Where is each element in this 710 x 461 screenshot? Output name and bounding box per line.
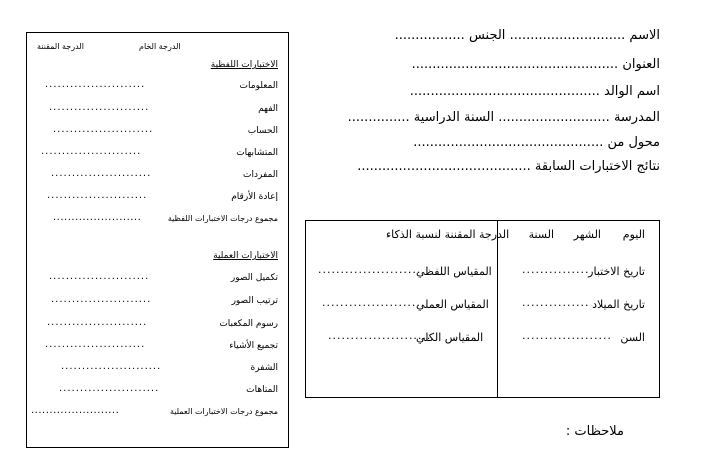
verbal-total-field[interactable]: ........................	[53, 212, 142, 223]
performance-item-field[interactable]: ........................	[47, 317, 148, 328]
test-date-label: تاريخ الاختبار	[588, 265, 645, 278]
performance-item: الشفرة	[250, 363, 278, 373]
previous-results-row	[357, 159, 660, 174]
referred-row	[413, 135, 660, 150]
parent-row	[410, 84, 660, 99]
raw-score-header: الدرجة الخام	[139, 42, 181, 51]
school-label: المدرسة	[613, 110, 660, 125]
grade-label: السنة الدراسية	[413, 110, 495, 125]
parent-label: اسم الوالد	[604, 84, 660, 99]
referred-label: محول من	[607, 135, 660, 150]
verbal-item: الفهم	[258, 104, 278, 114]
performance-item-field[interactable]: ........................	[61, 361, 162, 372]
test-date-field[interactable]: ...............	[522, 263, 590, 276]
scores-panel	[26, 32, 289, 448]
verbal-item: الحساب	[247, 126, 278, 136]
performance-item: رسوم المكعبات	[219, 319, 278, 329]
box-divider	[497, 221, 498, 397]
address-row	[412, 57, 660, 72]
parent-field[interactable]: ..............................................	[409, 84, 600, 99]
verbal-item-field[interactable]: ........................	[49, 102, 150, 113]
referred-field[interactable]: ..............................................	[413, 135, 604, 150]
performance-total: مجموع درجات الاختبارات العملية	[169, 407, 278, 416]
birth-date-label: تاريخ الميلاد	[592, 298, 645, 311]
gender-field[interactable]: .................	[394, 28, 465, 43]
month-header: الشهر	[573, 228, 601, 241]
verbal-item-field[interactable]: ........................	[47, 190, 148, 201]
age-label: السن	[620, 331, 645, 344]
performance-item: المتاهات	[246, 385, 278, 395]
performance-total-field[interactable]: ........................	[31, 405, 120, 416]
name-row	[395, 28, 660, 43]
verbal-item: المعلومات	[239, 81, 278, 91]
year-header: السنة	[528, 228, 554, 241]
gender-label: الجنس	[468, 28, 506, 43]
performance-scale-label: المقياس العملي	[416, 298, 489, 311]
performance-tests-title: الاختبارات العملية	[213, 251, 278, 261]
scaled-score-header: الدرجة المقننة	[37, 42, 84, 51]
school-row	[348, 110, 660, 125]
verbal-item-field[interactable]: ........................	[45, 79, 146, 90]
age-field[interactable]: ....................	[522, 329, 612, 342]
birth-date-field[interactable]: ...............	[522, 296, 590, 309]
performance-item: تجميع الأشياء	[229, 341, 278, 351]
verbal-item: إعادة الأرقام	[231, 192, 278, 202]
notes-label: ملاحظات :	[565, 424, 624, 439]
day-header: اليوم	[622, 228, 645, 241]
full-scale-field[interactable]: .......................	[328, 329, 432, 342]
performance-scale-field[interactable]: .......................	[322, 296, 426, 309]
verbal-item-field[interactable]: ........................	[53, 124, 154, 135]
verbal-scale-field[interactable]: .......................	[318, 263, 422, 276]
verbal-item-field[interactable]: ........................	[41, 146, 142, 157]
verbal-scale-label: المقياس اللفظي	[416, 265, 492, 278]
performance-item-field[interactable]: ........................	[45, 339, 146, 350]
previous-results-label: نتائج الاختبارات السابقة	[534, 159, 660, 174]
previous-results-field[interactable]: ..........................................	[357, 159, 531, 174]
school-field[interactable]: ...........................	[498, 110, 610, 125]
verbal-item: المفردات	[243, 170, 278, 180]
verbal-item-field[interactable]: ........................	[51, 168, 152, 179]
iq-info-box	[305, 220, 660, 398]
full-scale-label: المقياس الكلي	[416, 331, 484, 344]
name-field[interactable]: ............................	[509, 28, 626, 43]
iq-title: الدرجة المقننة لنسبة الذكاء	[386, 228, 510, 241]
address-field[interactable]: ..................................................	[411, 57, 619, 72]
performance-item-field[interactable]: ........................	[59, 383, 160, 394]
name-label: الاسم	[629, 28, 660, 43]
grade-field[interactable]: ...............	[347, 110, 410, 125]
verbal-total: مجموع درجات الاختبارات اللفظية	[167, 214, 278, 223]
performance-item: تكميل الصور	[230, 273, 278, 283]
performance-item-field[interactable]: ........................	[51, 294, 152, 305]
verbal-tests-title: الاختبارات اللفظية	[210, 60, 278, 70]
address-label: العنوان	[622, 57, 660, 72]
performance-item: ترتيب الصور	[231, 296, 278, 306]
verbal-item: المتشابهات	[236, 148, 278, 158]
performance-item-field[interactable]: ........................	[49, 271, 150, 282]
